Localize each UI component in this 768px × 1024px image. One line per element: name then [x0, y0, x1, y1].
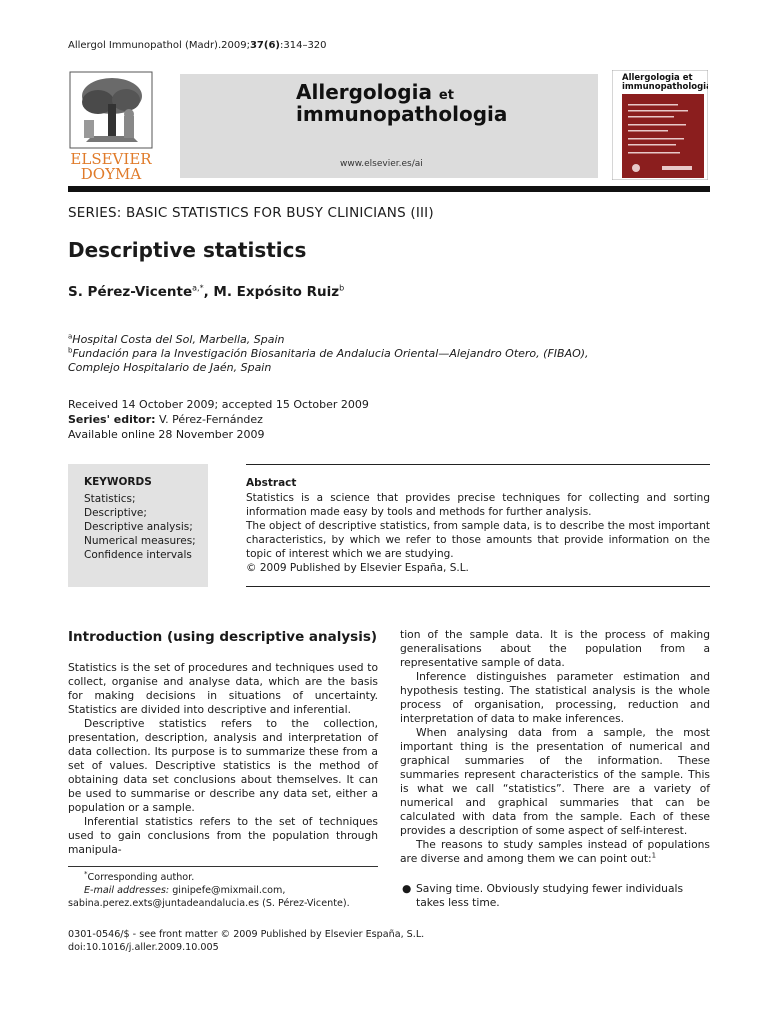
- body-paragraph: Statistics is the set of procedures and techniques used to collect, organise and analyse data, which are the basis for making decisions in situations of uncertainty. Statistics are divided into descriptive and inferential.: [68, 661, 378, 716]
- affiliations: $^a$Hospital Costa del Sol, Marbella, Spain $^b$Fundación para la Investigación Biosanitaria de Andalucia Oriental—Alejandro Otero, (FIBAO), Complejo Hospitalario de Jaén, Spain: [68, 332, 589, 374]
- svg-text:ELSEVIER: ELSEVIER: [70, 150, 152, 168]
- elsevier-logo: [66, 70, 156, 182]
- body-paragraph: tion of the sample data. It is the process of making generalisations about the population from a representative sample of data.: [400, 628, 710, 669]
- keyword-item: Statistics;: [84, 493, 136, 505]
- abstract-bottom-rule: [246, 586, 710, 587]
- email-links[interactable]: ginipefe@mixmail.com, sabina.perez.exts@juntadeandalucia.es (S. Pérez-Vicente).: [68, 885, 350, 909]
- body-paragraph: The reasons to study samples instead of populations are diverse and among them we can point out:$^1$: [400, 838, 710, 865]
- header-rule: [68, 186, 710, 192]
- issn-doi: 0301-0546/$ - see front matter © 2009 Published by Elsevier España, S.L. doi:10.1016/j.aller.2009.10.005: [68, 929, 425, 953]
- keyword-item: Numerical measures;: [84, 535, 196, 547]
- abstract-paragraph: Statistics is a science that provides precise techniques for collecting and sorting information made easy by tools and methods for further analysis.: [246, 492, 710, 518]
- body-left-column: [68, 661, 378, 857]
- abstract-heading: Abstract: [246, 477, 297, 489]
- bullet-icon: ●: [402, 882, 412, 895]
- body-paragraph: Descriptive statistics refers to the collection, presentation, description, analysis and interpretation of data collection. Its purpose is to summarize these from a set of values. Descriptive statistics is the method of obtaining data set conclusions about themselves. It can be used to summarise or describe any data set, either a population or a sample.: [68, 717, 378, 814]
- body-paragraph: Inferential statistics refers to the set of techniques used to gain conclusions from the population through manipula-: [68, 815, 378, 856]
- author-list: S. Pérez-Vicente$^{a,*}$, M. Expósito Ruiz$^b$: [68, 283, 345, 300]
- keyword-item: Descriptive;: [84, 507, 147, 519]
- elsevier-tree-icon: [66, 70, 156, 182]
- body-paragraph: When analysing data from a sample, the most important thing is the presentation of numerical and graphical summaries of the information. These summaries represent characteristics of the sample. This is what we call “statistics”. There are a variety of numerical and graphical summaries that can be calculated with data from the sample. Each of these provides a description of some aspect of self-interest.: [400, 726, 710, 837]
- body-paragraph: Inference distinguishes parameter estimation and hypothesis testing. The statistical analysis is the whole process of organisation, processing, reduction and interpretation of data to make inferences.: [400, 670, 710, 725]
- abstract-copyright: © 2009 Published by Elsevier España, S.L.: [246, 562, 469, 574]
- keyword-item: Descriptive analysis;: [84, 521, 193, 533]
- svg-text:Allergologia et: Allergologia et: [622, 73, 693, 83]
- doi-link[interactable]: doi:10.1016/j.aller.2009.10.005: [68, 942, 219, 953]
- journal-title-line2: immunopathologia: [296, 102, 508, 126]
- body-right-column: [400, 628, 710, 866]
- abstract-top-rule: [246, 464, 710, 465]
- abstract-paragraph: The object of descriptive statistics, from sample data, is to describe the most important characteristics, by which we refer to those amounts that provide information on the topic of interest which we are studying.: [246, 520, 710, 560]
- article-dates: Received 14 October 2009; accepted 15 October 2009 Series' editor: V. Pérez-Fernández Available online 28 November 2009: [68, 398, 369, 441]
- svg-text:immunopathologia: immunopathologia: [622, 82, 708, 92]
- keywords-heading: KEYWORDS: [84, 476, 152, 488]
- series-label: SERIES: BASIC STATISTICS FOR BUSY CLINICIANS (III): [68, 205, 434, 221]
- footnote-rule: [68, 866, 378, 867]
- keywords-list: [84, 492, 196, 562]
- article-title: Descriptive statistics: [68, 238, 307, 262]
- svg-text:DOYMA: DOYMA: [80, 165, 142, 182]
- section-heading: Introduction (using descriptive analysis): [68, 629, 378, 645]
- journal-title: Allergologia et: [296, 80, 454, 104]
- journal-citation: Allergol Immunopathol (Madr).2009;37(6):314–320: [68, 40, 327, 51]
- footnote: *Corresponding author. E-mail addresses: ginipefe@mixmail.com, sabina.perez.exts@juntadeandalucia.es (S. Pérez-Vicente).: [68, 869, 350, 909]
- journal-cover-thumbnail: [612, 70, 708, 180]
- bullet-item: Saving time. Obviously studying fewer individuals takes less time.: [416, 882, 684, 909]
- journal-url[interactable]: www.elsevier.es/ai: [340, 159, 423, 169]
- keyword-item: Confidence intervals: [84, 549, 192, 561]
